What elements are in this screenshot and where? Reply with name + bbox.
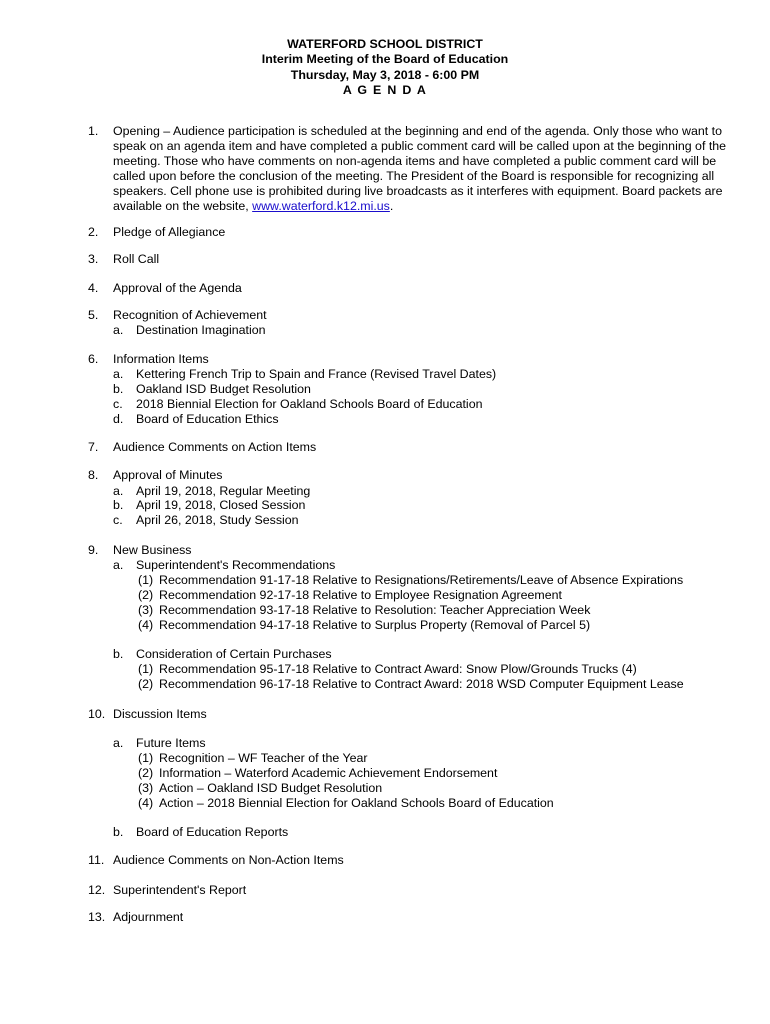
sub-item: [113, 825, 288, 840]
sub-text: April 19, 2018, Regular Meeting: [136, 484, 311, 498]
item-number: 4.: [88, 281, 99, 295]
sub-sub-label: (3): [138, 781, 154, 795]
sub-label: b.: [113, 498, 124, 512]
item-number: 11.: [88, 853, 105, 867]
sub-text: Superintendent's Recommendations: [136, 558, 336, 572]
sub-label: a.: [113, 367, 124, 381]
sub-item: [113, 498, 305, 513]
sub-label: c.: [113, 513, 123, 527]
sub-sub-label: (2): [138, 588, 154, 602]
sub-text: Kettering French Trip to Spain and France (Revised Travel Dates): [136, 367, 497, 381]
sub-text: Board of Education Ethics: [136, 412, 279, 426]
sub-item: [113, 736, 206, 751]
sub-sub-text: Action – Oakland ISD Budget Resolution: [159, 781, 383, 795]
sub-text: Future Items: [136, 736, 206, 750]
sub-sub-text: Recommendation 92-17-18 Relative to Employee Resignation Agreement: [159, 588, 562, 602]
sub-item: [113, 647, 332, 662]
opening-text: Opening – Audience participation is scheduled at the beginning and end of the agenda. Only those who want to speak on an agenda item and have completed a public comment card will be called upon at the beginning of the meeting. Those who have comments on non-agenda items and have completed a public comment card will be called upon before the conclusion of the meeting. The President of the Board is responsible for recognizing all speakers. Cell phone use is prohibited during live broadcasts as it interferes with equipment. Board packets are available on the website,: [113, 124, 727, 214]
sub-sub-label: (2): [138, 677, 154, 691]
sub-text: Consideration of Certain Purchases: [136, 647, 332, 661]
item-title: Audience Comments on Action Items: [113, 440, 317, 454]
sub-sub-text: Information – Waterford Academic Achievement Endorsement: [159, 766, 498, 780]
sub-item: [113, 323, 266, 338]
sub-sub-item: [138, 662, 637, 677]
sub-sub-label: (4): [138, 796, 154, 810]
sub-sub-item: [138, 751, 367, 766]
sub-text: Board of Education Reports: [136, 825, 289, 839]
sub-sub-item: [138, 796, 554, 811]
sub-text: 2018 Biennial Election for Oakland Schools Board of Education: [136, 397, 483, 411]
sub-label: d.: [113, 412, 124, 426]
item-title: New Business: [113, 543, 192, 557]
item-number: 7.: [88, 440, 99, 454]
sub-text: Oakland ISD Budget Resolution: [136, 382, 311, 396]
opening-paragraph: [113, 124, 738, 215]
sub-label: a.: [113, 736, 124, 750]
district-name: WATERFORD SCHOOL DISTRICT: [287, 37, 483, 51]
sub-item: [113, 397, 482, 412]
item-title: Information Items: [113, 352, 209, 366]
sub-label: b.: [113, 825, 124, 839]
sub-text: April 19, 2018, Closed Session: [136, 498, 306, 512]
sub-sub-text: Recommendation 93-17-18 Relative to Resolution: Teacher Appreciation Week: [159, 603, 591, 617]
sub-item: [113, 513, 299, 528]
meeting-title: Interim Meeting of the Board of Education: [261, 52, 509, 67]
item-title: Approval of the Agenda: [113, 281, 242, 295]
item-number: 9.: [88, 543, 99, 557]
sub-item: [113, 412, 279, 427]
item-title: Roll Call: [113, 252, 160, 266]
sub-sub-item: [138, 573, 683, 588]
sub-item: [113, 558, 335, 573]
item-title: Pledge of Allegiance: [113, 225, 226, 239]
item-title: Discussion Items: [113, 707, 207, 721]
item-number: 1.: [88, 124, 99, 138]
sub-sub-text: Recommendation 94-17-18 Relative to Surplus Property (Removal of Parcel 5): [159, 618, 591, 632]
item-number: 6.: [88, 352, 99, 366]
item-number: 12.: [88, 883, 106, 897]
sub-text: Destination Imagination: [136, 323, 266, 337]
sub-label: c.: [113, 397, 123, 411]
sub-item: [113, 367, 496, 382]
sub-label: a.: [113, 484, 124, 498]
sub-sub-label: (2): [138, 766, 154, 780]
sub-label: b.: [113, 647, 124, 661]
item-title: Approval of Minutes: [113, 468, 223, 482]
item-title: Audience Comments on Non-Action Items: [113, 853, 344, 867]
sub-sub-text: Recognition – WF Teacher of the Year: [159, 751, 368, 765]
sub-sub-item: [138, 618, 590, 633]
sub-sub-label: (3): [138, 603, 154, 617]
sub-sub-text: Action – 2018 Biennial Election for Oakland Schools Board of Education: [159, 796, 554, 810]
sub-sub-text: Recommendation 91-17-18 Relative to Resignations/Retirements/Leave of Absence Expirations: [159, 573, 684, 587]
website-link[interactable]: www.waterford.k12.mi.us: [252, 199, 390, 214]
item-number: 8.: [88, 468, 99, 482]
sub-sub-item: [138, 603, 590, 618]
sub-sub-item: [138, 677, 684, 692]
sub-sub-label: (1): [138, 751, 154, 765]
sub-label: a.: [113, 558, 124, 572]
sub-sub-item: [138, 766, 497, 781]
sub-sub-item: [138, 781, 382, 796]
sub-label: b.: [113, 382, 124, 396]
sub-sub-text: Recommendation 96-17-18 Relative to Contract Award: 2018 WSD Computer Equipment Lease: [159, 677, 684, 691]
sub-item: [113, 484, 310, 499]
item-number: 2.: [88, 225, 99, 239]
item-number: 13.: [88, 910, 106, 924]
sub-text: April 26, 2018, Study Session: [136, 513, 299, 527]
opening-period: .: [389, 199, 394, 214]
item-number: 10.: [88, 707, 106, 721]
sub-sub-label: (4): [138, 618, 154, 632]
agenda-header: [0, 37, 770, 98]
sub-sub-item: [138, 588, 562, 603]
item-number: 3.: [88, 252, 99, 266]
sub-sub-text: Recommendation 95-17-18 Relative to Contract Award: Snow Plow/Grounds Trucks (4): [159, 662, 637, 676]
meeting-datetime: Thursday, May 3, 2018 - 6:00 PM: [290, 67, 480, 82]
item-number: 5.: [88, 308, 99, 322]
agenda-heading: A G E N D A: [342, 82, 428, 97]
item-title: Adjournment: [113, 910, 184, 924]
item-title: Superintendent's Report: [113, 883, 247, 897]
sub-item: [113, 382, 311, 397]
sub-sub-label: (1): [138, 573, 154, 587]
sub-label: a.: [113, 323, 124, 337]
item-title: Recognition of Achievement: [113, 308, 267, 322]
sub-sub-label: (1): [138, 662, 154, 676]
